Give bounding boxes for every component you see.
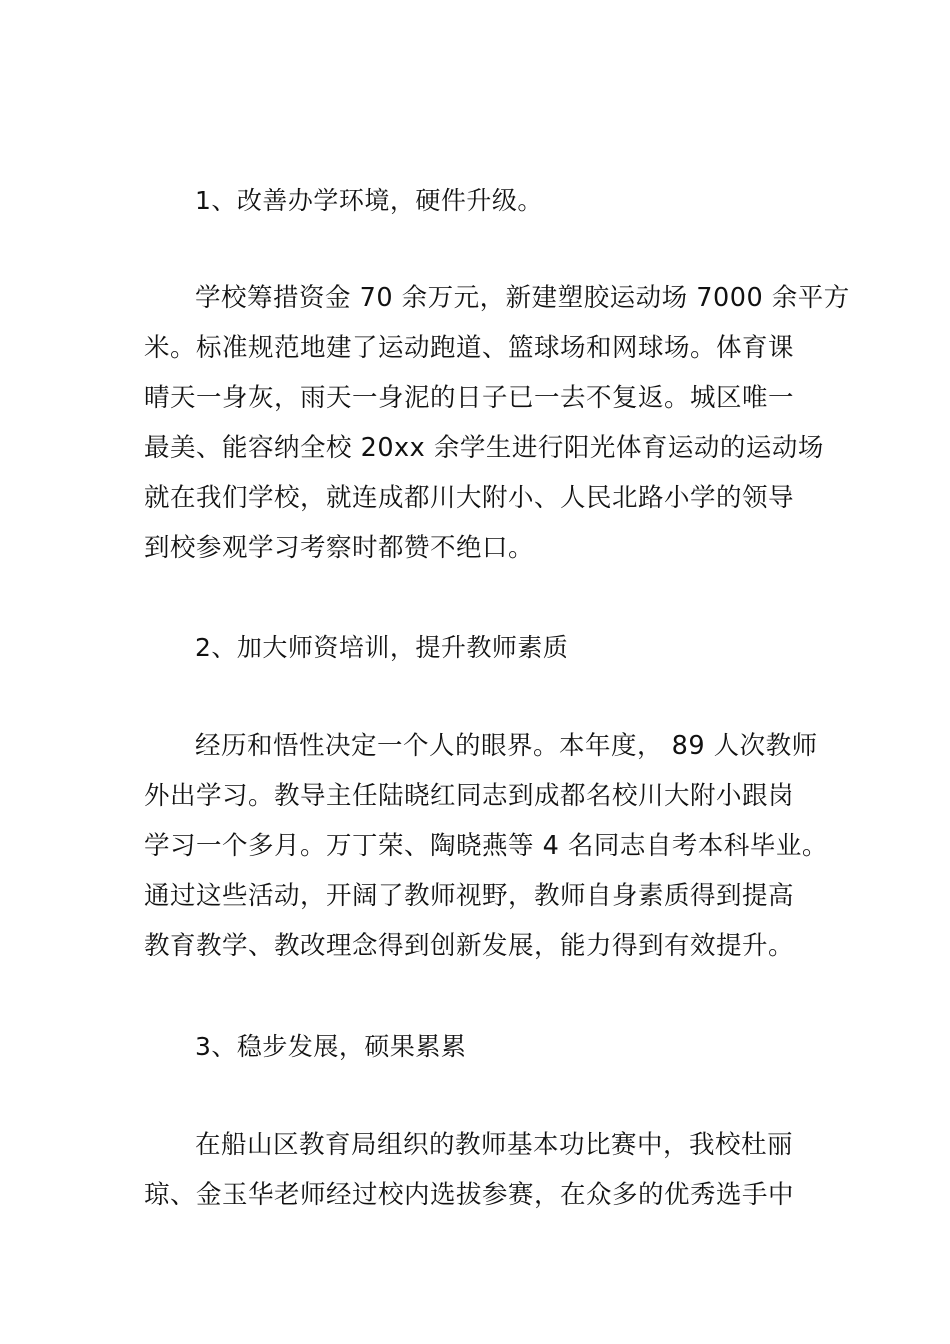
section-3-heading: 3、稳步发展，硕果累累 <box>195 1032 467 1061</box>
section-2-heading: 2、加大师资培训，提升教师素质 <box>195 633 569 662</box>
section-1-paragraph <box>144 273 850 573</box>
paragraph-line: 经历和悟性决定一个人的眼界。本年度， 89 人次教师 <box>195 731 818 761</box>
paragraph-line: 学习一个多月。万丁荣、陶晓燕等 4 名同志自考本科毕业。 <box>144 831 828 861</box>
paragraph-line: 就在我们学校，就连成都川大附小、人民北路小学的领导 <box>144 483 795 513</box>
paragraph-line: 到校参观学习考察时都赞不绝口。 <box>144 533 535 563</box>
paragraph-line: 米。标准规范地建了运动跑道、篮球场和网球场。体育课 <box>144 333 795 363</box>
paragraph-line: 外出学习。教导主任陆晓红同志到成都名校川大附小跟岗 <box>144 781 795 811</box>
paragraph-line: 在船山区教育局组织的教师基本功比赛中，我校杜丽 <box>195 1130 794 1160</box>
paragraph-line: 学校筹措资金 70 余万元，新建塑胶运动场 7000 余平方 <box>195 283 850 313</box>
section-1-heading: 1、改善办学环境，硬件升级。 <box>195 186 543 215</box>
paragraph-line: 晴天一身灰，雨天一身泥的日子已一去不复返。城区唯一 <box>144 383 795 413</box>
section-3-paragraph <box>144 1120 806 1220</box>
paragraph-line: 最美、能容纳全校 20xx 余学生进行阳光体育运动的运动场 <box>144 433 824 463</box>
section-2-paragraph <box>144 721 828 971</box>
paragraph-line: 教育教学、教改理念得到创新发展，能力得到有效提升。 <box>144 931 795 961</box>
paragraph-line: 琼、金玉华老师经过校内选拔参赛，在众多的优秀选手中 <box>144 1180 795 1210</box>
paragraph-line: 通过这些活动，开阔了教师视野，教师自身素质得到提高 <box>144 881 795 911</box>
